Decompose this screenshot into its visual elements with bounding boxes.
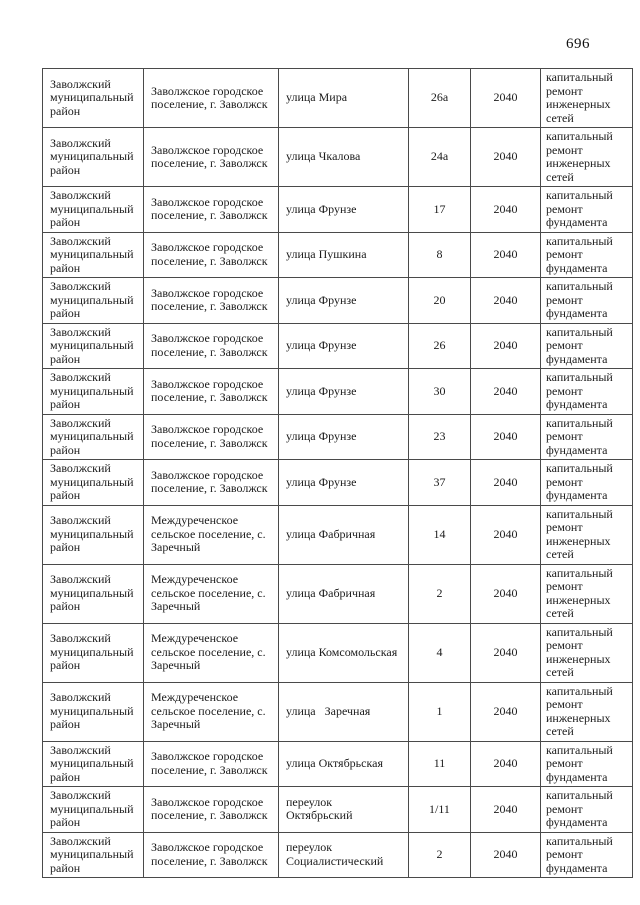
cell-street: переулок Социалистический: [279, 832, 409, 878]
cell-street: улица Заречная: [279, 682, 409, 741]
cell-work-type: капитальный ремонт фундамента: [541, 741, 633, 787]
table-row: [43, 682, 633, 741]
cell-year: 2040: [471, 323, 541, 369]
cell-settlement: Междуреченское сельское поселение, с. Заречный: [144, 682, 279, 741]
cell-settlement: Междуреченское сельское поселение, с. Заречный: [144, 623, 279, 682]
table-row: [43, 187, 633, 233]
cell-year: 2040: [471, 505, 541, 564]
cell-street: улица Чкалова: [279, 128, 409, 187]
cell-year: 2040: [471, 278, 541, 324]
table-row: [43, 128, 633, 187]
cell-work-type: капитальный ремонт фундамента: [541, 323, 633, 369]
table-row: [43, 323, 633, 369]
table-row: [43, 278, 633, 324]
cell-work-type: капитальный ремонт инженерных сетей: [541, 69, 633, 128]
cell-district: Заволжский муниципальный район: [43, 278, 144, 324]
cell-district: Заволжский муниципальный район: [43, 787, 144, 833]
cell-settlement: Заволжское городское поселение, г. Заволжск: [144, 832, 279, 878]
cell-district: Заволжский муниципальный район: [43, 505, 144, 564]
table-row: [43, 623, 633, 682]
cell-settlement: Заволжское городское поселение, г. Заволжск: [144, 128, 279, 187]
cell-year: 2040: [471, 187, 541, 233]
cell-street: улица Фабричная: [279, 505, 409, 564]
cell-year: 2040: [471, 414, 541, 460]
cell-settlement: Заволжское городское поселение, г. Заволжск: [144, 369, 279, 415]
cell-house-number: 30: [409, 369, 471, 415]
cell-settlement: Заволжское городское поселение, г. Заволжск: [144, 741, 279, 787]
cell-work-type: капитальный ремонт инженерных сетей: [541, 128, 633, 187]
cell-street: переулок Октябрьский: [279, 787, 409, 833]
cell-settlement: Заволжское городское поселение, г. Заволжск: [144, 232, 279, 278]
cell-district: Заволжский муниципальный район: [43, 369, 144, 415]
cell-district: Заволжский муниципальный район: [43, 460, 144, 506]
cell-settlement: Заволжское городское поселение, г. Заволжск: [144, 69, 279, 128]
cell-work-type: капитальный ремонт фундамента: [541, 414, 633, 460]
page-number: 696: [566, 36, 590, 52]
cell-settlement: Заволжское городское поселение, г. Заволжск: [144, 460, 279, 506]
cell-street: улица Комсомольская: [279, 623, 409, 682]
cell-district: Заволжский муниципальный район: [43, 623, 144, 682]
cell-house-number: 26а: [409, 69, 471, 128]
cell-house-number: 8: [409, 232, 471, 278]
cell-settlement: Заволжское городское поселение, г. Заволжск: [144, 787, 279, 833]
cell-year: 2040: [471, 564, 541, 623]
cell-house-number: 23: [409, 414, 471, 460]
cell-settlement: Междуреченское сельское поселение, с. Заречный: [144, 505, 279, 564]
table-row: [43, 505, 633, 564]
table-row: [43, 69, 633, 128]
cell-house-number: 24а: [409, 128, 471, 187]
cell-district: Заволжский муниципальный район: [43, 682, 144, 741]
cell-work-type: капитальный ремонт фундамента: [541, 787, 633, 833]
cell-house-number: 26: [409, 323, 471, 369]
cell-house-number: 1: [409, 682, 471, 741]
cell-district: Заволжский муниципальный район: [43, 128, 144, 187]
cell-district: Заволжский муниципальный район: [43, 187, 144, 233]
cell-street: улица Фабричная: [279, 564, 409, 623]
cell-year: 2040: [471, 682, 541, 741]
table-row: [43, 232, 633, 278]
cell-house-number: 1/11: [409, 787, 471, 833]
cell-house-number: 17: [409, 187, 471, 233]
table-row: [43, 369, 633, 415]
cell-house-number: 11: [409, 741, 471, 787]
table-row: [43, 832, 633, 878]
cell-district: Заволжский муниципальный район: [43, 414, 144, 460]
cell-district: Заволжский муниципальный район: [43, 69, 144, 128]
cell-district: Заволжский муниципальный район: [43, 232, 144, 278]
cell-settlement: Заволжское городское поселение, г. Заволжск: [144, 414, 279, 460]
cell-work-type: капитальный ремонт фундамента: [541, 369, 633, 415]
cell-work-type: капитальный ремонт фундамента: [541, 832, 633, 878]
cell-work-type: капитальный ремонт фундамента: [541, 278, 633, 324]
cell-district: Заволжский муниципальный район: [43, 323, 144, 369]
cell-work-type: капитальный ремонт инженерных сетей: [541, 505, 633, 564]
cell-year: 2040: [471, 832, 541, 878]
cell-work-type: капитальный ремонт фундамента: [541, 187, 633, 233]
cell-street: улица Фрунзе: [279, 460, 409, 506]
cell-house-number: 20: [409, 278, 471, 324]
cell-settlement: Заволжское городское поселение, г. Заволжск: [144, 187, 279, 233]
cell-work-type: капитальный ремонт инженерных сетей: [541, 564, 633, 623]
cell-settlement: Междуреченское сельское поселение, с. Заречный: [144, 564, 279, 623]
cell-street: улица Фрунзе: [279, 414, 409, 460]
cell-street: улица Октябрьская: [279, 741, 409, 787]
cell-settlement: Заволжское городское поселение, г. Заволжск: [144, 278, 279, 324]
cell-district: Заволжский муниципальный район: [43, 741, 144, 787]
table-row: [43, 787, 633, 833]
cell-year: 2040: [471, 460, 541, 506]
cell-year: 2040: [471, 232, 541, 278]
repair-plan-table: [42, 68, 633, 878]
cell-house-number: 14: [409, 505, 471, 564]
cell-settlement: Заволжское городское поселение, г. Заволжск: [144, 323, 279, 369]
table-body: [43, 69, 633, 878]
cell-year: 2040: [471, 128, 541, 187]
cell-year: 2040: [471, 623, 541, 682]
cell-street: улица Фрунзе: [279, 278, 409, 324]
cell-year: 2040: [471, 69, 541, 128]
cell-street: улица Фрунзе: [279, 187, 409, 233]
cell-house-number: 4: [409, 623, 471, 682]
table-row: [43, 460, 633, 506]
cell-street: улица Фрунзе: [279, 323, 409, 369]
cell-district: Заволжский муниципальный район: [43, 564, 144, 623]
cell-district: Заволжский муниципальный район: [43, 832, 144, 878]
cell-street: улица Мира: [279, 69, 409, 128]
cell-work-type: капитальный ремонт инженерных сетей: [541, 623, 633, 682]
cell-year: 2040: [471, 369, 541, 415]
cell-street: улица Фрунзе: [279, 369, 409, 415]
cell-street: улица Пушкина: [279, 232, 409, 278]
cell-year: 2040: [471, 741, 541, 787]
cell-work-type: капитальный ремонт фундамента: [541, 232, 633, 278]
cell-house-number: 2: [409, 564, 471, 623]
cell-house-number: 37: [409, 460, 471, 506]
table-row: [43, 414, 633, 460]
table-row: [43, 741, 633, 787]
cell-work-type: капитальный ремонт инженерных сетей: [541, 682, 633, 741]
cell-house-number: 2: [409, 832, 471, 878]
table-row: [43, 564, 633, 623]
cell-work-type: капитальный ремонт фундамента: [541, 460, 633, 506]
cell-year: 2040: [471, 787, 541, 833]
